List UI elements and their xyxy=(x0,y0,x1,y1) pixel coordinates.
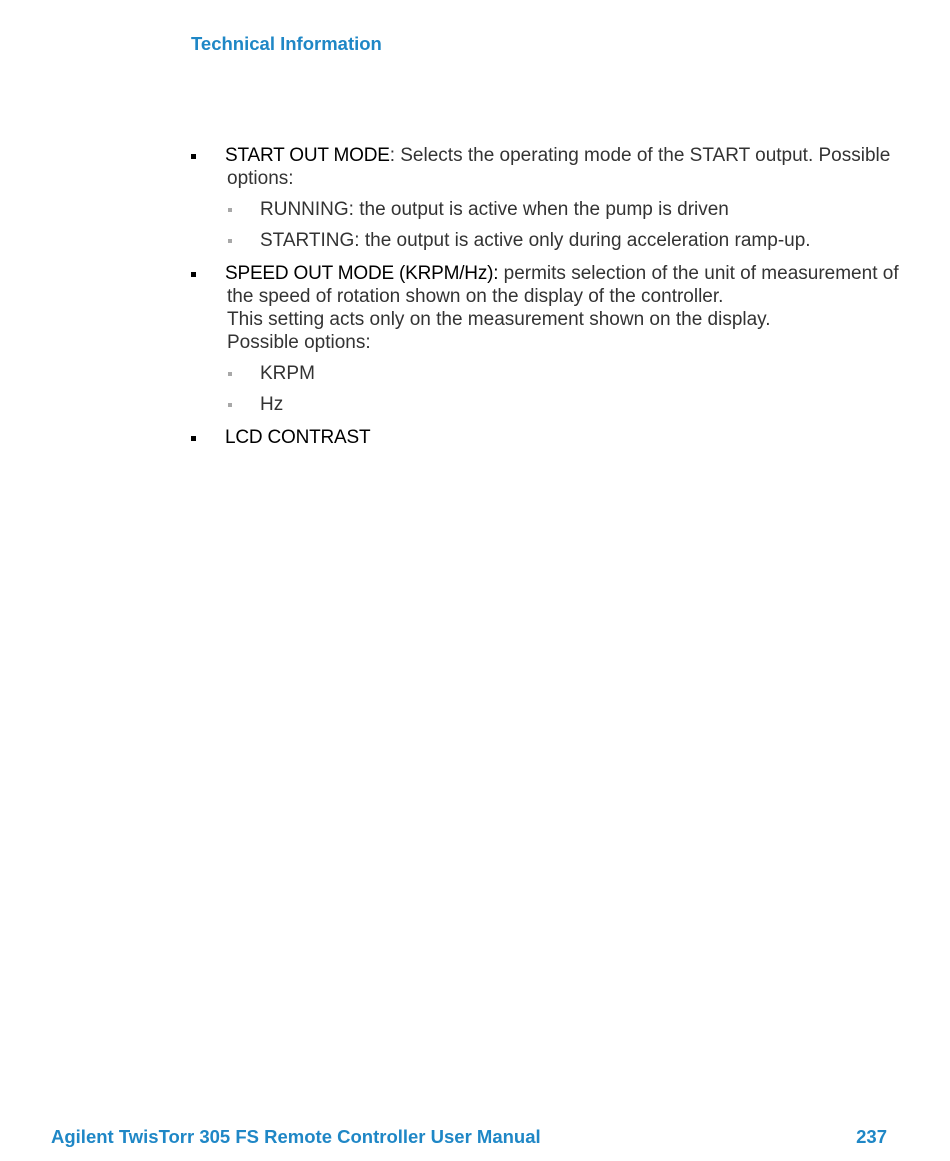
item-first-line xyxy=(225,426,910,449)
footer-manual-title: Agilent TwisTorr 305 FS Remote Controller User Manual xyxy=(51,1126,541,1147)
bullet-marker xyxy=(191,436,196,441)
item-first-line xyxy=(225,144,910,167)
item-description: permits selection of the unit of measurement of xyxy=(498,263,899,284)
item-description: : Selects the operating mode of the START output. Possible xyxy=(389,145,891,166)
sub-list xyxy=(225,198,910,252)
sub-list-item xyxy=(225,198,910,221)
sub-item-text: Hz xyxy=(260,394,284,415)
sub-item-text: STARTING: the output is active only during acceleration ramp-up. xyxy=(260,230,811,251)
sub-bullet-marker xyxy=(228,239,232,243)
item-description-line: Possible options: xyxy=(227,332,371,353)
bullet-marker xyxy=(191,272,196,277)
settings-list xyxy=(190,144,910,459)
item-description-line: This setting acts only on the measurement shown on the display. xyxy=(227,309,771,330)
section-header: Technical Information xyxy=(191,33,382,54)
sub-list-item xyxy=(225,393,910,416)
item-term: START OUT MODE xyxy=(225,145,390,166)
sub-bullet-marker xyxy=(228,372,232,376)
sub-bullet-marker xyxy=(228,403,232,407)
item-first-line xyxy=(225,262,910,285)
item-term: SPEED OUT MODE (KRPM/Hz): xyxy=(225,263,499,284)
list-item-start-out-mode xyxy=(190,144,910,252)
sub-list-item xyxy=(225,229,910,252)
bullet-marker xyxy=(191,154,196,159)
sub-list-item xyxy=(225,362,910,385)
footer-page-number: 237 xyxy=(856,1126,887,1147)
item-description-line: options: xyxy=(227,168,294,189)
sub-bullet-marker xyxy=(228,208,232,212)
item-term: LCD CONTRAST xyxy=(225,427,371,448)
sub-item-text: RUNNING: the output is active when the pump is driven xyxy=(260,199,729,220)
list-item-speed-out-mode xyxy=(190,262,910,416)
sub-item-text: KRPM xyxy=(260,363,315,384)
list-item-lcd-contrast xyxy=(190,426,910,449)
item-description-line: the speed of rotation shown on the display of the controller. xyxy=(227,286,724,307)
sub-list xyxy=(225,362,910,416)
